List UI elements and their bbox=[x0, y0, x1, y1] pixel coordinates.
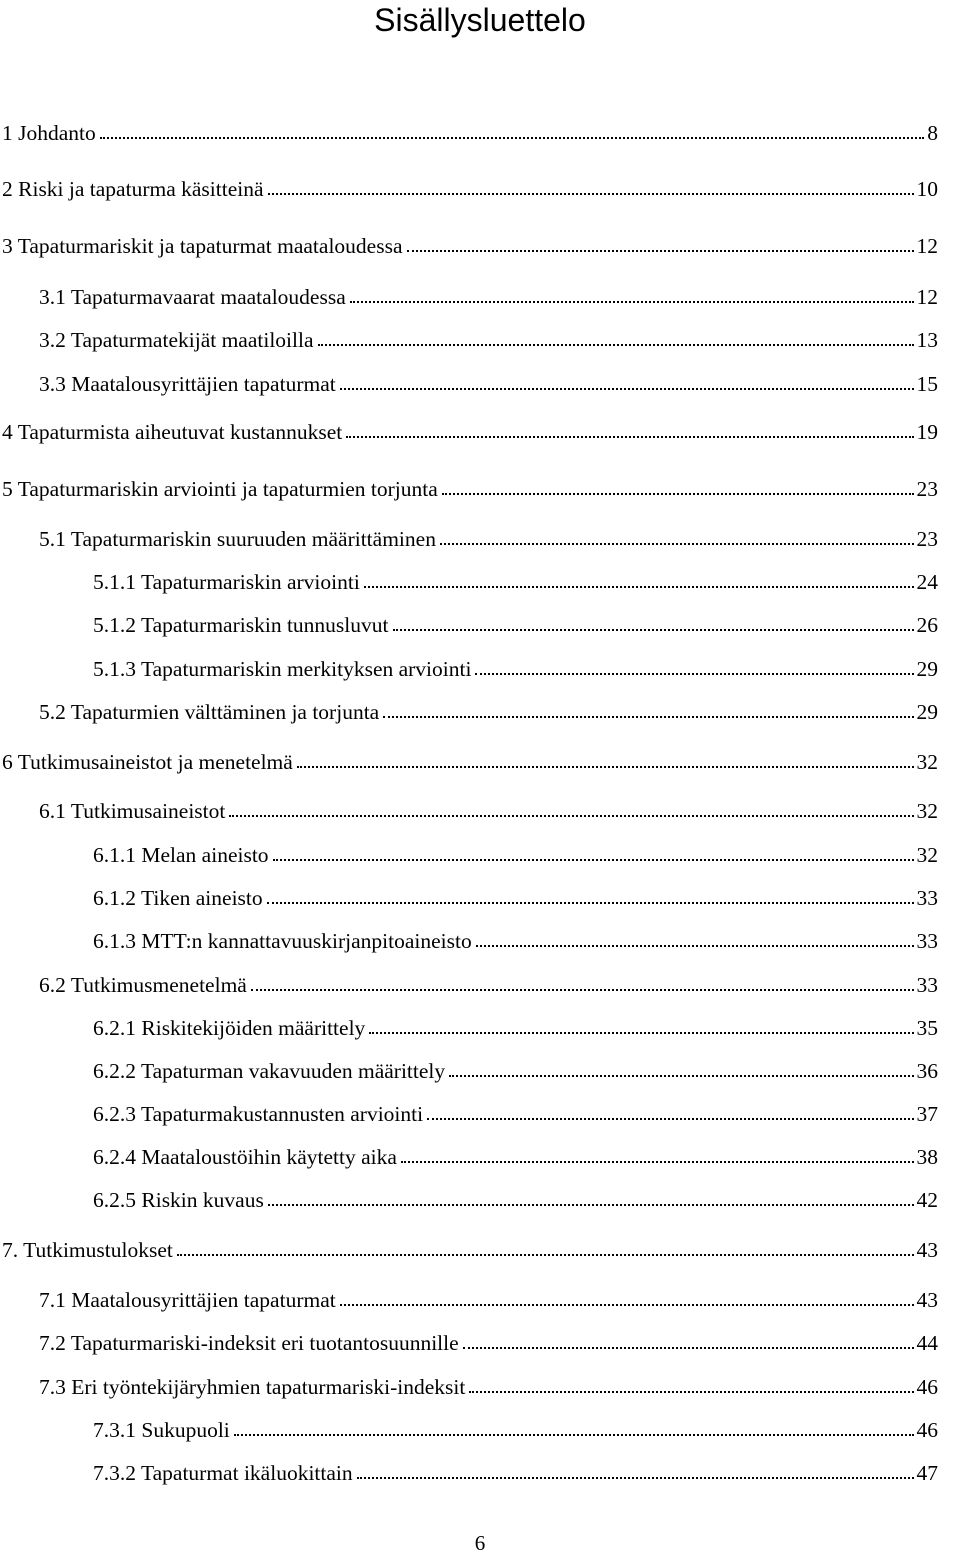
toc-entry-label: 6.1.1 Melan aineisto bbox=[93, 843, 269, 867]
dot-leader bbox=[229, 815, 913, 817]
toc-entry-label: 2 Riski ja tapaturma käsitteinä bbox=[2, 177, 264, 201]
toc-entry[interactable] bbox=[39, 1283, 938, 1313]
dot-leader bbox=[267, 902, 914, 904]
toc-entry-label: 7.1 Maatalousyrittäjien tapaturmat bbox=[39, 1288, 336, 1312]
dot-leader bbox=[177, 1254, 914, 1256]
toc-entry-label: 4 Tapaturmista aiheutuvat kustannukset bbox=[2, 420, 343, 444]
dot-leader bbox=[357, 1477, 914, 1479]
toc-entry[interactable] bbox=[93, 924, 938, 954]
toc-entry-label: 3 Tapaturmariskit ja tapaturmat maataloudessa bbox=[2, 234, 403, 258]
dot-leader bbox=[401, 1161, 914, 1163]
dot-leader bbox=[383, 716, 913, 718]
toc-entry-page-number: 24 bbox=[916, 570, 938, 594]
toc-entry-label: 6.1.2 Tiken aineisto bbox=[93, 886, 263, 910]
dot-leader bbox=[346, 436, 913, 438]
toc-entry-page-number: 38 bbox=[916, 1145, 938, 1169]
toc-entry[interactable] bbox=[93, 1413, 938, 1443]
toc-entry-label: 6 Tutkimusaineistot ja menetelmä bbox=[2, 750, 293, 774]
toc-entry-page-number: 29 bbox=[916, 657, 938, 681]
toc-entry[interactable] bbox=[39, 323, 938, 353]
toc-entry-page-number: 43 bbox=[916, 1238, 938, 1262]
toc-entry-page-number: 44 bbox=[916, 1331, 938, 1355]
toc-entry-label: 6.1.3 MTT:n kannattavuuskirjanpitoaineisto bbox=[93, 929, 472, 953]
toc-entry[interactable] bbox=[93, 1183, 938, 1213]
dot-leader bbox=[234, 1434, 914, 1436]
toc-entry-page-number: 12 bbox=[916, 234, 938, 258]
toc-entry-label: 5.1.3 Tapaturmariskin merkityksen arviointi bbox=[93, 657, 472, 681]
toc-entry-label: 5.1 Tapaturmariskin suuruuden määrittäminen bbox=[39, 527, 436, 551]
toc-entry-page-number: 32 bbox=[916, 750, 938, 774]
toc-entry[interactable] bbox=[93, 838, 938, 868]
dot-leader bbox=[442, 493, 914, 495]
dot-leader bbox=[100, 137, 924, 139]
toc-entry[interactable] bbox=[39, 522, 938, 552]
toc-entry[interactable] bbox=[39, 1370, 938, 1400]
toc-entry[interactable] bbox=[93, 565, 938, 595]
toc-entry[interactable] bbox=[39, 695, 938, 725]
toc-entry-page-number: 43 bbox=[916, 1288, 938, 1312]
toc-entry[interactable] bbox=[39, 968, 938, 998]
toc-entry-page-number: 33 bbox=[916, 929, 938, 953]
toc-entry-page-number: 42 bbox=[916, 1188, 938, 1212]
dot-leader bbox=[407, 250, 914, 252]
toc-entry[interactable] bbox=[93, 608, 938, 638]
dot-leader bbox=[340, 388, 914, 390]
page-number: 6 bbox=[474, 1531, 486, 1555]
dot-leader bbox=[297, 766, 914, 768]
page-title: Sisällysluettelo bbox=[374, 2, 586, 38]
toc-entry-label: 5.2 Tapaturmien välttäminen ja torjunta bbox=[39, 700, 380, 724]
dot-leader bbox=[393, 629, 914, 631]
toc-entry-page-number: 29 bbox=[916, 700, 938, 724]
toc-entry-page-number: 47 bbox=[916, 1461, 938, 1485]
toc-entry[interactable] bbox=[2, 229, 938, 259]
dot-leader bbox=[369, 1032, 913, 1034]
toc-entry[interactable] bbox=[39, 280, 938, 310]
toc-entry-page-number: 26 bbox=[916, 613, 938, 637]
toc-entry-label: 6.1 Tutkimusaineistot bbox=[39, 799, 226, 823]
toc-entry-page-number: 33 bbox=[916, 973, 938, 997]
toc-entry[interactable] bbox=[39, 1326, 938, 1356]
toc-entry[interactable] bbox=[2, 745, 938, 775]
dot-leader bbox=[268, 1204, 914, 1206]
toc-entry-label: 3.2 Tapaturmatekijät maatiloilla bbox=[39, 328, 314, 352]
toc-entry-label: 5 Tapaturmariskin arviointi ja tapaturmien torjunta bbox=[2, 477, 438, 501]
dot-leader bbox=[449, 1075, 913, 1077]
toc-entry-label: 7. Tutkimustulokset bbox=[2, 1238, 173, 1262]
dot-leader bbox=[364, 586, 914, 588]
toc-entry-label: 7.2 Tapaturmariski-indeksit eri tuotantosuunnille bbox=[39, 1331, 459, 1355]
toc-entry-label: 6.2.1 Riskitekijöiden määrittely bbox=[93, 1016, 366, 1040]
toc-entry-page-number: 10 bbox=[916, 177, 938, 201]
toc-entry-page-number: 36 bbox=[916, 1059, 938, 1083]
dot-leader bbox=[440, 543, 914, 545]
toc-entry[interactable] bbox=[39, 794, 938, 824]
toc-entry[interactable] bbox=[93, 881, 938, 911]
dot-leader bbox=[427, 1118, 913, 1120]
toc-entry-page-number: 37 bbox=[916, 1102, 938, 1126]
dot-leader bbox=[340, 1304, 914, 1306]
dot-leader bbox=[350, 301, 914, 303]
toc-entry-label: 6.2.2 Tapaturman vakavuuden määrittely bbox=[93, 1059, 446, 1083]
toc-entry-page-number: 15 bbox=[916, 372, 938, 396]
toc-entry[interactable] bbox=[2, 472, 938, 502]
toc-entry-page-number: 33 bbox=[916, 886, 938, 910]
dot-leader bbox=[469, 1391, 913, 1393]
toc-entry-label: 6.2 Tutkimusmenetelmä bbox=[39, 973, 247, 997]
toc-entry-page-number: 46 bbox=[916, 1375, 938, 1399]
toc-entry-label: 7.3.2 Tapaturmat ikäluokittain bbox=[93, 1461, 353, 1485]
toc-entry-label: 6.2.4 Maataloustöihin käytetty aika bbox=[93, 1145, 397, 1169]
dot-leader bbox=[463, 1347, 914, 1349]
toc-entry-page-number: 32 bbox=[916, 799, 938, 823]
toc-entry[interactable] bbox=[93, 652, 938, 682]
toc-entry-label: 7.3.1 Sukupuoli bbox=[93, 1418, 230, 1442]
dot-leader bbox=[475, 673, 913, 675]
toc-entry[interactable] bbox=[2, 172, 938, 202]
toc-entry-label: 5.1.1 Tapaturmariskin arviointi bbox=[93, 570, 360, 594]
toc-entry-page-number: 35 bbox=[916, 1016, 938, 1040]
toc-entry[interactable] bbox=[39, 367, 938, 397]
toc-entry[interactable] bbox=[2, 1233, 938, 1263]
dot-leader bbox=[268, 193, 914, 195]
toc-entry[interactable] bbox=[93, 1140, 938, 1170]
dot-leader bbox=[251, 989, 914, 991]
toc-entry-page-number: 12 bbox=[916, 285, 938, 309]
toc-entry[interactable] bbox=[93, 1054, 938, 1084]
toc-entry-label: 5.1.2 Tapaturmariskin tunnusluvut bbox=[93, 613, 389, 637]
toc-entry-page-number: 13 bbox=[916, 328, 938, 352]
toc-entry-page-number: 23 bbox=[916, 477, 938, 501]
dot-leader bbox=[318, 344, 914, 346]
toc-entry-label: 3.3 Maatalousyrittäjien tapaturmat bbox=[39, 372, 336, 396]
toc-entry-label: 3.1 Tapaturmavaarat maataloudessa bbox=[39, 285, 346, 309]
toc-entry-page-number: 32 bbox=[916, 843, 938, 867]
toc-entry[interactable] bbox=[93, 1097, 938, 1127]
toc-entry[interactable] bbox=[2, 415, 938, 445]
toc-entry[interactable] bbox=[2, 116, 938, 146]
toc-entry-page-number: 46 bbox=[916, 1418, 938, 1442]
toc-entry-label: 6.2.5 Riskin kuvaus bbox=[93, 1188, 264, 1212]
toc-entry-label: 7.3 Eri työntekijäryhmien tapaturmariski-indeksit bbox=[39, 1375, 466, 1399]
toc-entry[interactable] bbox=[93, 1456, 938, 1486]
toc-entry-label: 1 Johdanto bbox=[2, 121, 96, 145]
toc-entry[interactable] bbox=[93, 1011, 938, 1041]
dot-leader bbox=[273, 859, 914, 861]
toc-entry-page-number: 23 bbox=[916, 527, 938, 551]
dot-leader bbox=[476, 945, 914, 947]
toc-entry-page-number: 19 bbox=[916, 420, 938, 444]
toc-entry-label: 6.2.3 Tapaturmakustannusten arviointi bbox=[93, 1102, 424, 1126]
toc-entry-page-number: 8 bbox=[927, 121, 938, 145]
